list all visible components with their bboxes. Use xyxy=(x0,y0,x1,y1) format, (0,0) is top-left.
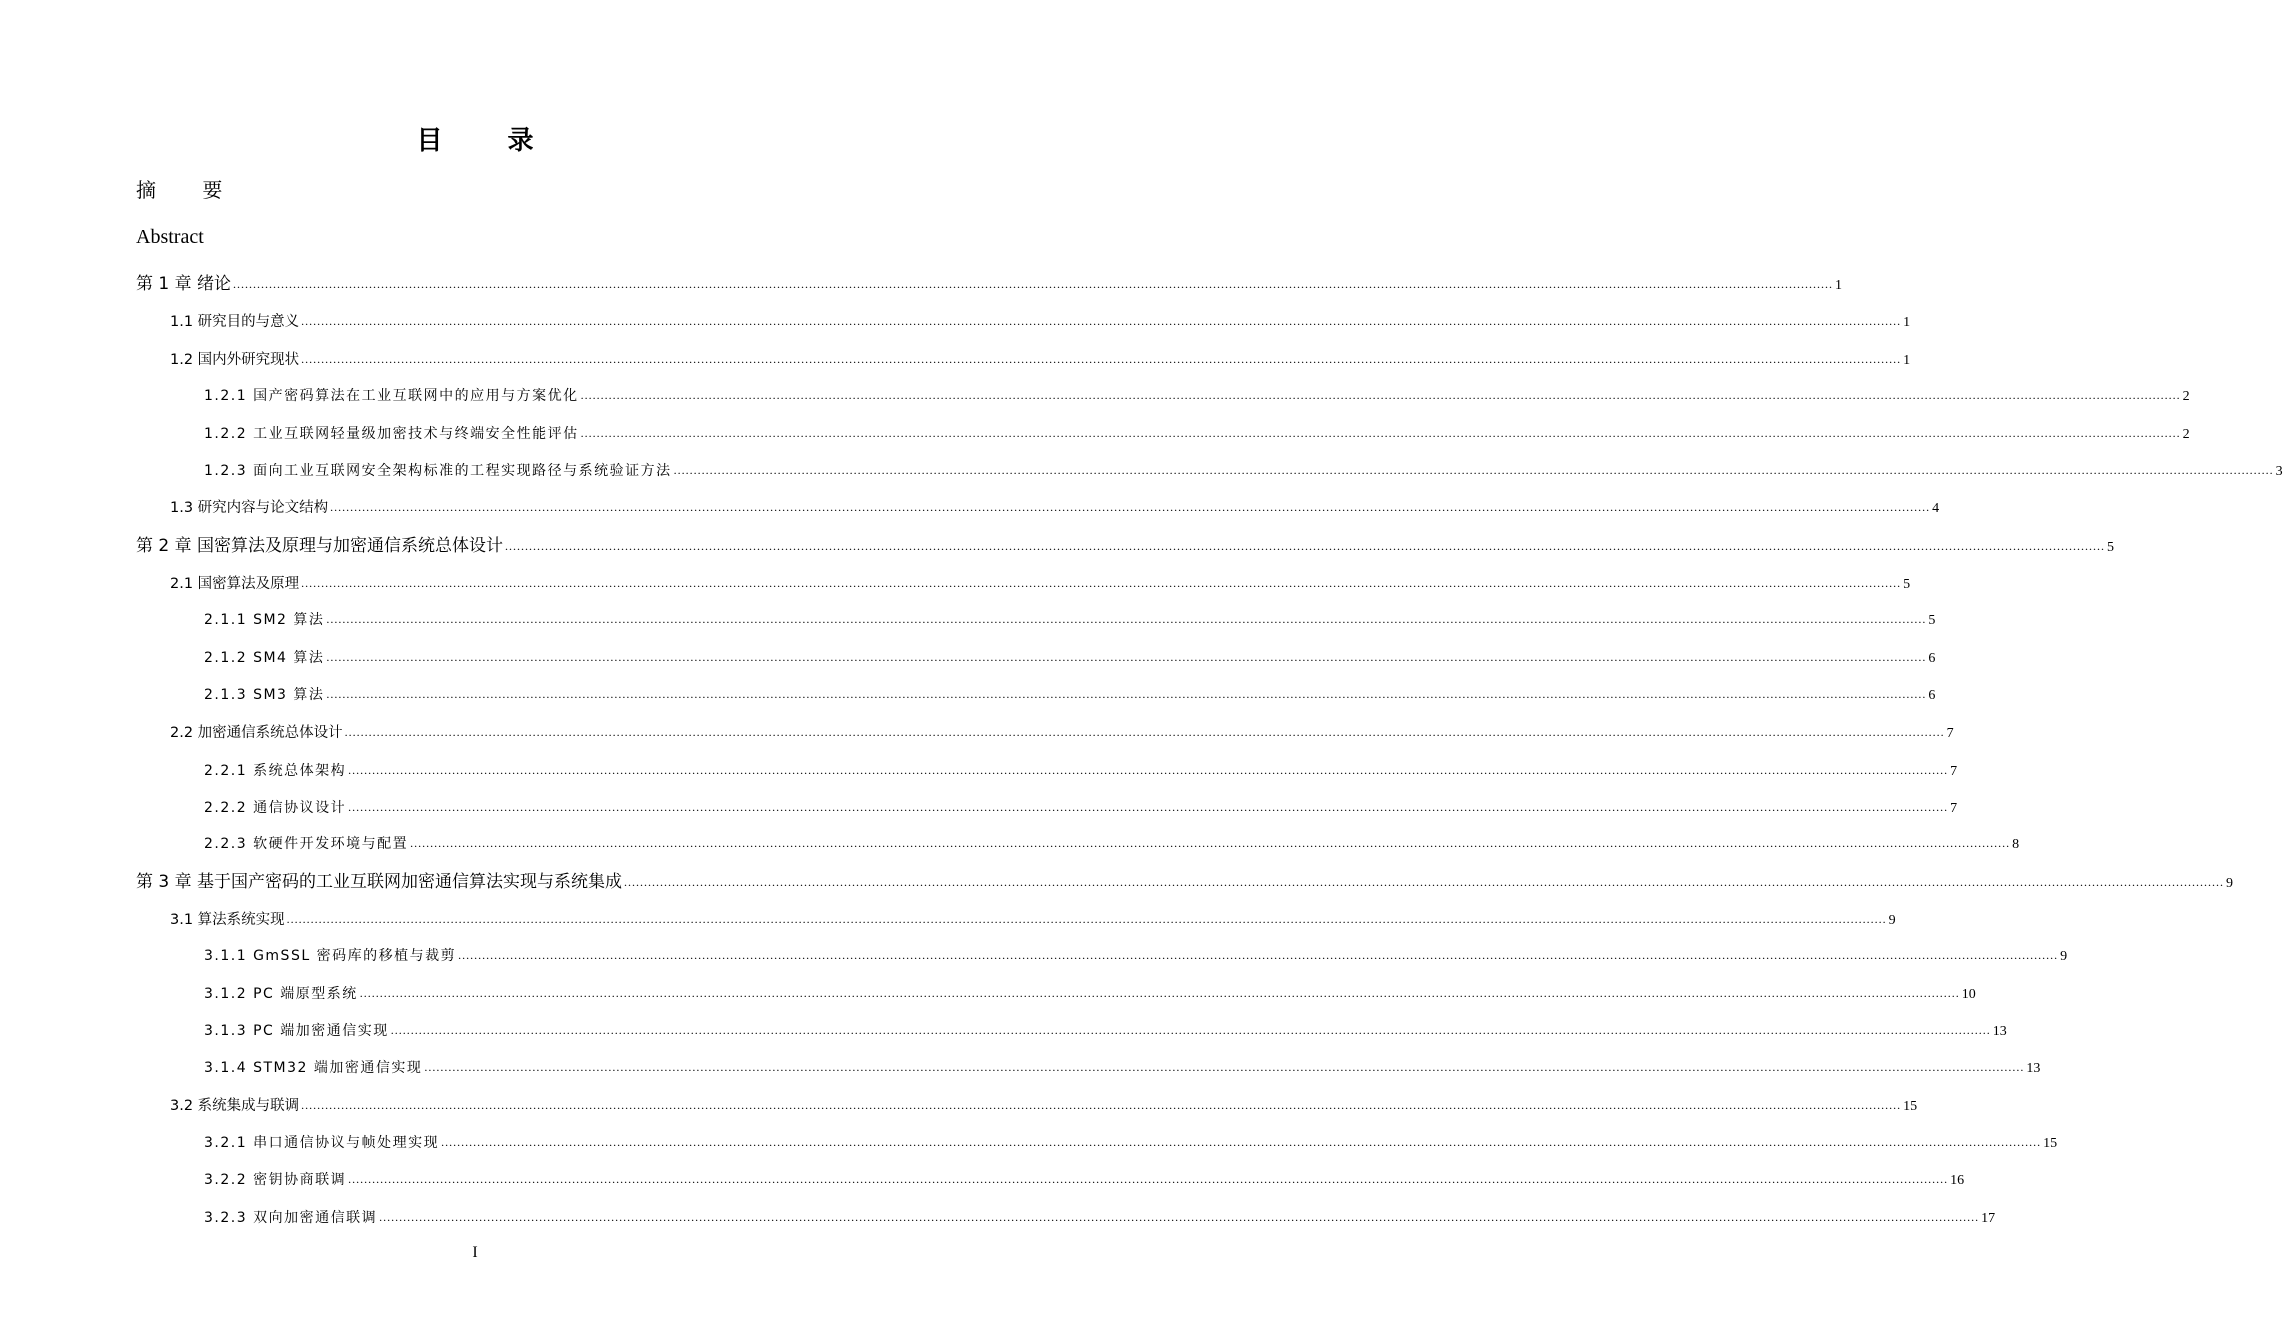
toc-entry-page: 2 xyxy=(2182,427,2190,442)
toc-entry-label: 3.2 系统集成与联调 xyxy=(170,1098,300,1114)
toc-entry-label: 1.3 研究内容与论文结构 xyxy=(170,500,329,516)
toc-leader-dots: ................................................................................................................................................................................................................................................................................................................................................................................................................ xyxy=(580,388,2181,402)
toc-entry-page: 15 xyxy=(2043,1136,2058,1151)
toc-entry[interactable] xyxy=(204,381,2190,405)
toc-entry-page: 7 xyxy=(1950,764,1958,779)
toc-entry-label: 1.2.2 工业互联网轻量级加密技术与终端安全性能评估 xyxy=(204,426,579,442)
toc-entry-page: 4 xyxy=(1932,501,1940,516)
toc-leader-dots: ................................................................................................................................................................................................................................................................................................................................................................................................................ xyxy=(233,277,1834,291)
toc-entry-label: 1.1 研究目的与意义 xyxy=(170,314,300,330)
toc-entry-page: 17 xyxy=(1981,1211,1996,1226)
toc-entry-page: 5 xyxy=(2107,540,2115,555)
toc-entry-page: 7 xyxy=(1946,726,1954,741)
abstract-cn-heading: 摘 要 xyxy=(136,178,243,202)
toc-entry[interactable] xyxy=(204,1203,1996,1227)
toc-entry[interactable] xyxy=(204,829,2020,853)
toc-entry[interactable] xyxy=(204,756,1958,780)
toc-entry-label: 2.2.3 软硬件开发环境与配置 xyxy=(204,836,409,852)
toc-entry-label: 第 2 章 国密算法及原理与加密通信系统总体设计 xyxy=(136,536,504,556)
toc-entry[interactable] xyxy=(136,868,2234,892)
toc-leader-dots: ................................................................................................................................................................................................................................................................................................................................................................................................................ xyxy=(301,352,1902,366)
toc-leader-dots: ................................................................................................................................................................................................................................................................................................................................................................................................................ xyxy=(286,912,1887,926)
toc-entry-page: 6 xyxy=(1928,688,1936,703)
toc-entry-page: 13 xyxy=(2026,1061,2041,1076)
toc-entry[interactable] xyxy=(170,307,1911,331)
toc-entry[interactable] xyxy=(170,1091,1918,1115)
toc-leader-dots: ................................................................................................................................................................................................................................................................................................................................................................................................................ xyxy=(326,687,1927,701)
toc-entry[interactable] xyxy=(204,1016,2007,1040)
toc-leader-dots: ................................................................................................................................................................................................................................................................................................................................................................................................................ xyxy=(348,1172,1949,1186)
page-title: 目 录 xyxy=(416,126,562,156)
toc-leader-dots: ................................................................................................................................................................................................................................................................................................................................................................................................................ xyxy=(580,426,2181,440)
toc-entry-label: 2.2 加密通信系统总体设计 xyxy=(170,725,343,741)
toc-entry-page: 1 xyxy=(1903,353,1911,368)
toc-entry[interactable] xyxy=(204,1165,1965,1189)
toc-entry-label: 3.1.4 STM32 端加密通信实现 xyxy=(204,1060,423,1076)
toc-entry[interactable] xyxy=(136,270,1843,294)
toc-leader-dots: ................................................................................................................................................................................................................................................................................................................................................................................................................ xyxy=(348,763,1949,777)
toc-leader-dots: ................................................................................................................................................................................................................................................................................................................................................................................................................ xyxy=(301,314,1902,328)
toc-leader-dots: ................................................................................................................................................................................................................................................................................................................................................................................................................ xyxy=(359,986,1960,1000)
toc-entry-page: 9 xyxy=(1888,913,1896,928)
toc-leader-dots: ................................................................................................................................................................................................................................................................................................................................................................................................................ xyxy=(441,1135,2042,1149)
toc-leader-dots: ................................................................................................................................................................................................................................................................................................................................................................................................................ xyxy=(301,576,1902,590)
toc-leader-dots: ................................................................................................................................................................................................................................................................................................................................................................................................................ xyxy=(458,948,2059,962)
toc-entry-page: 10 xyxy=(1961,987,1976,1002)
toc-entry-label: 第 1 章 绪论 xyxy=(136,274,232,294)
toc-leader-dots: ................................................................................................................................................................................................................................................................................................................................................................................................................ xyxy=(330,500,1931,514)
toc-entry[interactable] xyxy=(170,493,1940,517)
page-number: I xyxy=(472,1244,478,1261)
toc-leader-dots: ................................................................................................................................................................................................................................................................................................................................................................................................................ xyxy=(326,650,1927,664)
toc-entry-page: 3 xyxy=(2275,464,2283,479)
toc-leader-dots: ................................................................................................................................................................................................................................................................................................................................................................................................................ xyxy=(505,539,2106,553)
toc-entry-label: 2.1 国密算法及原理 xyxy=(170,576,300,592)
toc-entry[interactable] xyxy=(170,569,1911,593)
toc-entry-label: 1.2.3 面向工业互联网安全架构标准的工程实现路径与系统验证方法 xyxy=(204,463,672,479)
toc-entry-label: 2.1.1 SM2 算法 xyxy=(204,612,325,628)
toc-entry-label: 第 3 章 基于国产密码的工业互联网加密通信算法实现与系统集成 xyxy=(136,872,623,892)
toc-entry[interactable] xyxy=(204,1128,2058,1152)
toc-entry[interactable] xyxy=(136,532,2115,556)
toc-leader-dots: ................................................................................................................................................................................................................................................................................................................................................................................................................ xyxy=(344,725,1945,739)
toc-entry[interactable] xyxy=(170,905,1896,929)
toc-entry-label: 3.1.3 PC 端加密通信实现 xyxy=(204,1023,389,1039)
toc-entry-page: 6 xyxy=(1928,651,1936,666)
toc-entry-label: 3.2.2 密钥协商联调 xyxy=(204,1172,347,1188)
toc-entry-page: 5 xyxy=(1903,577,1911,592)
abstract-en-heading: Abstract xyxy=(136,226,204,248)
toc-entry-page: 2 xyxy=(2182,389,2190,404)
toc-entry-label: 2.2.2 通信协议设计 xyxy=(204,800,347,816)
toc-leader-dots: ................................................................................................................................................................................................................................................................................................................................................................................................................ xyxy=(390,1023,1991,1037)
toc-entry-page: 15 xyxy=(1903,1099,1918,1114)
toc-entry-label: 3.1 算法系统实现 xyxy=(170,912,285,928)
toc-entry-label: 2.1.2 SM4 算法 xyxy=(204,650,325,666)
toc-entry[interactable] xyxy=(170,718,1954,742)
toc-entry[interactable] xyxy=(170,345,1911,369)
toc-entry[interactable] xyxy=(204,643,1936,667)
toc-entry-label: 3.1.1 GmSSL 密码库的移植与裁剪 xyxy=(204,948,457,964)
toc-entry-page: 5 xyxy=(1928,613,1936,628)
toc-entry-label: 2.2.1 系统总体架构 xyxy=(204,763,347,779)
toc-entry-page: 9 xyxy=(2226,876,2234,891)
toc-leader-dots: ................................................................................................................................................................................................................................................................................................................................................................................................................ xyxy=(424,1060,2025,1074)
toc-entry[interactable] xyxy=(204,680,1936,704)
toc-entry-page: 1 xyxy=(1903,315,1911,330)
toc-entry-page: 8 xyxy=(2012,837,2020,852)
toc-entry-label: 1.2 国内外研究现状 xyxy=(170,352,300,368)
toc-leader-dots: ................................................................................................................................................................................................................................................................................................................................................................................................................ xyxy=(673,463,2274,477)
toc-leader-dots: ................................................................................................................................................................................................................................................................................................................................................................................................................ xyxy=(326,612,1927,626)
toc-leader-dots: ................................................................................................................................................................................................................................................................................................................................................................................................................ xyxy=(348,800,1949,814)
toc-entry[interactable] xyxy=(204,456,2283,480)
toc-entry-page: 1 xyxy=(1835,278,1843,293)
toc-entry-page: 13 xyxy=(1992,1024,2007,1039)
toc-leader-dots: ................................................................................................................................................................................................................................................................................................................................................................................................................ xyxy=(301,1098,1902,1112)
toc-entry-label: 2.1.3 SM3 算法 xyxy=(204,687,325,703)
toc-entry-label: 1.2.1 国产密码算法在工业互联网中的应用与方案优化 xyxy=(204,388,579,404)
toc-leader-dots: ................................................................................................................................................................................................................................................................................................................................................................................................................ xyxy=(410,836,2011,850)
toc-entry[interactable] xyxy=(204,1053,2041,1077)
toc-leader-dots: ................................................................................................................................................................................................................................................................................................................................................................................................................ xyxy=(624,875,2225,889)
toc-entry[interactable] xyxy=(204,793,1958,817)
toc-entry-page: 16 xyxy=(1950,1173,1965,1188)
toc-entry-page: 7 xyxy=(1950,801,1958,816)
toc-entry-label: 3.1.2 PC 端原型系统 xyxy=(204,986,358,1002)
toc-entry[interactable] xyxy=(204,941,2068,965)
toc-entry-label: 3.2.1 串口通信协议与帧处理实现 xyxy=(204,1135,440,1151)
toc-entry-label: 3.2.3 双向加密通信联调 xyxy=(204,1210,378,1226)
toc-entry-page: 9 xyxy=(2060,949,2068,964)
toc-entry[interactable] xyxy=(204,605,1936,629)
toc-leader-dots: ................................................................................................................................................................................................................................................................................................................................................................................................................ xyxy=(379,1210,1980,1224)
toc-entry[interactable] xyxy=(204,419,2190,443)
toc-entry[interactable] xyxy=(204,979,1976,1003)
